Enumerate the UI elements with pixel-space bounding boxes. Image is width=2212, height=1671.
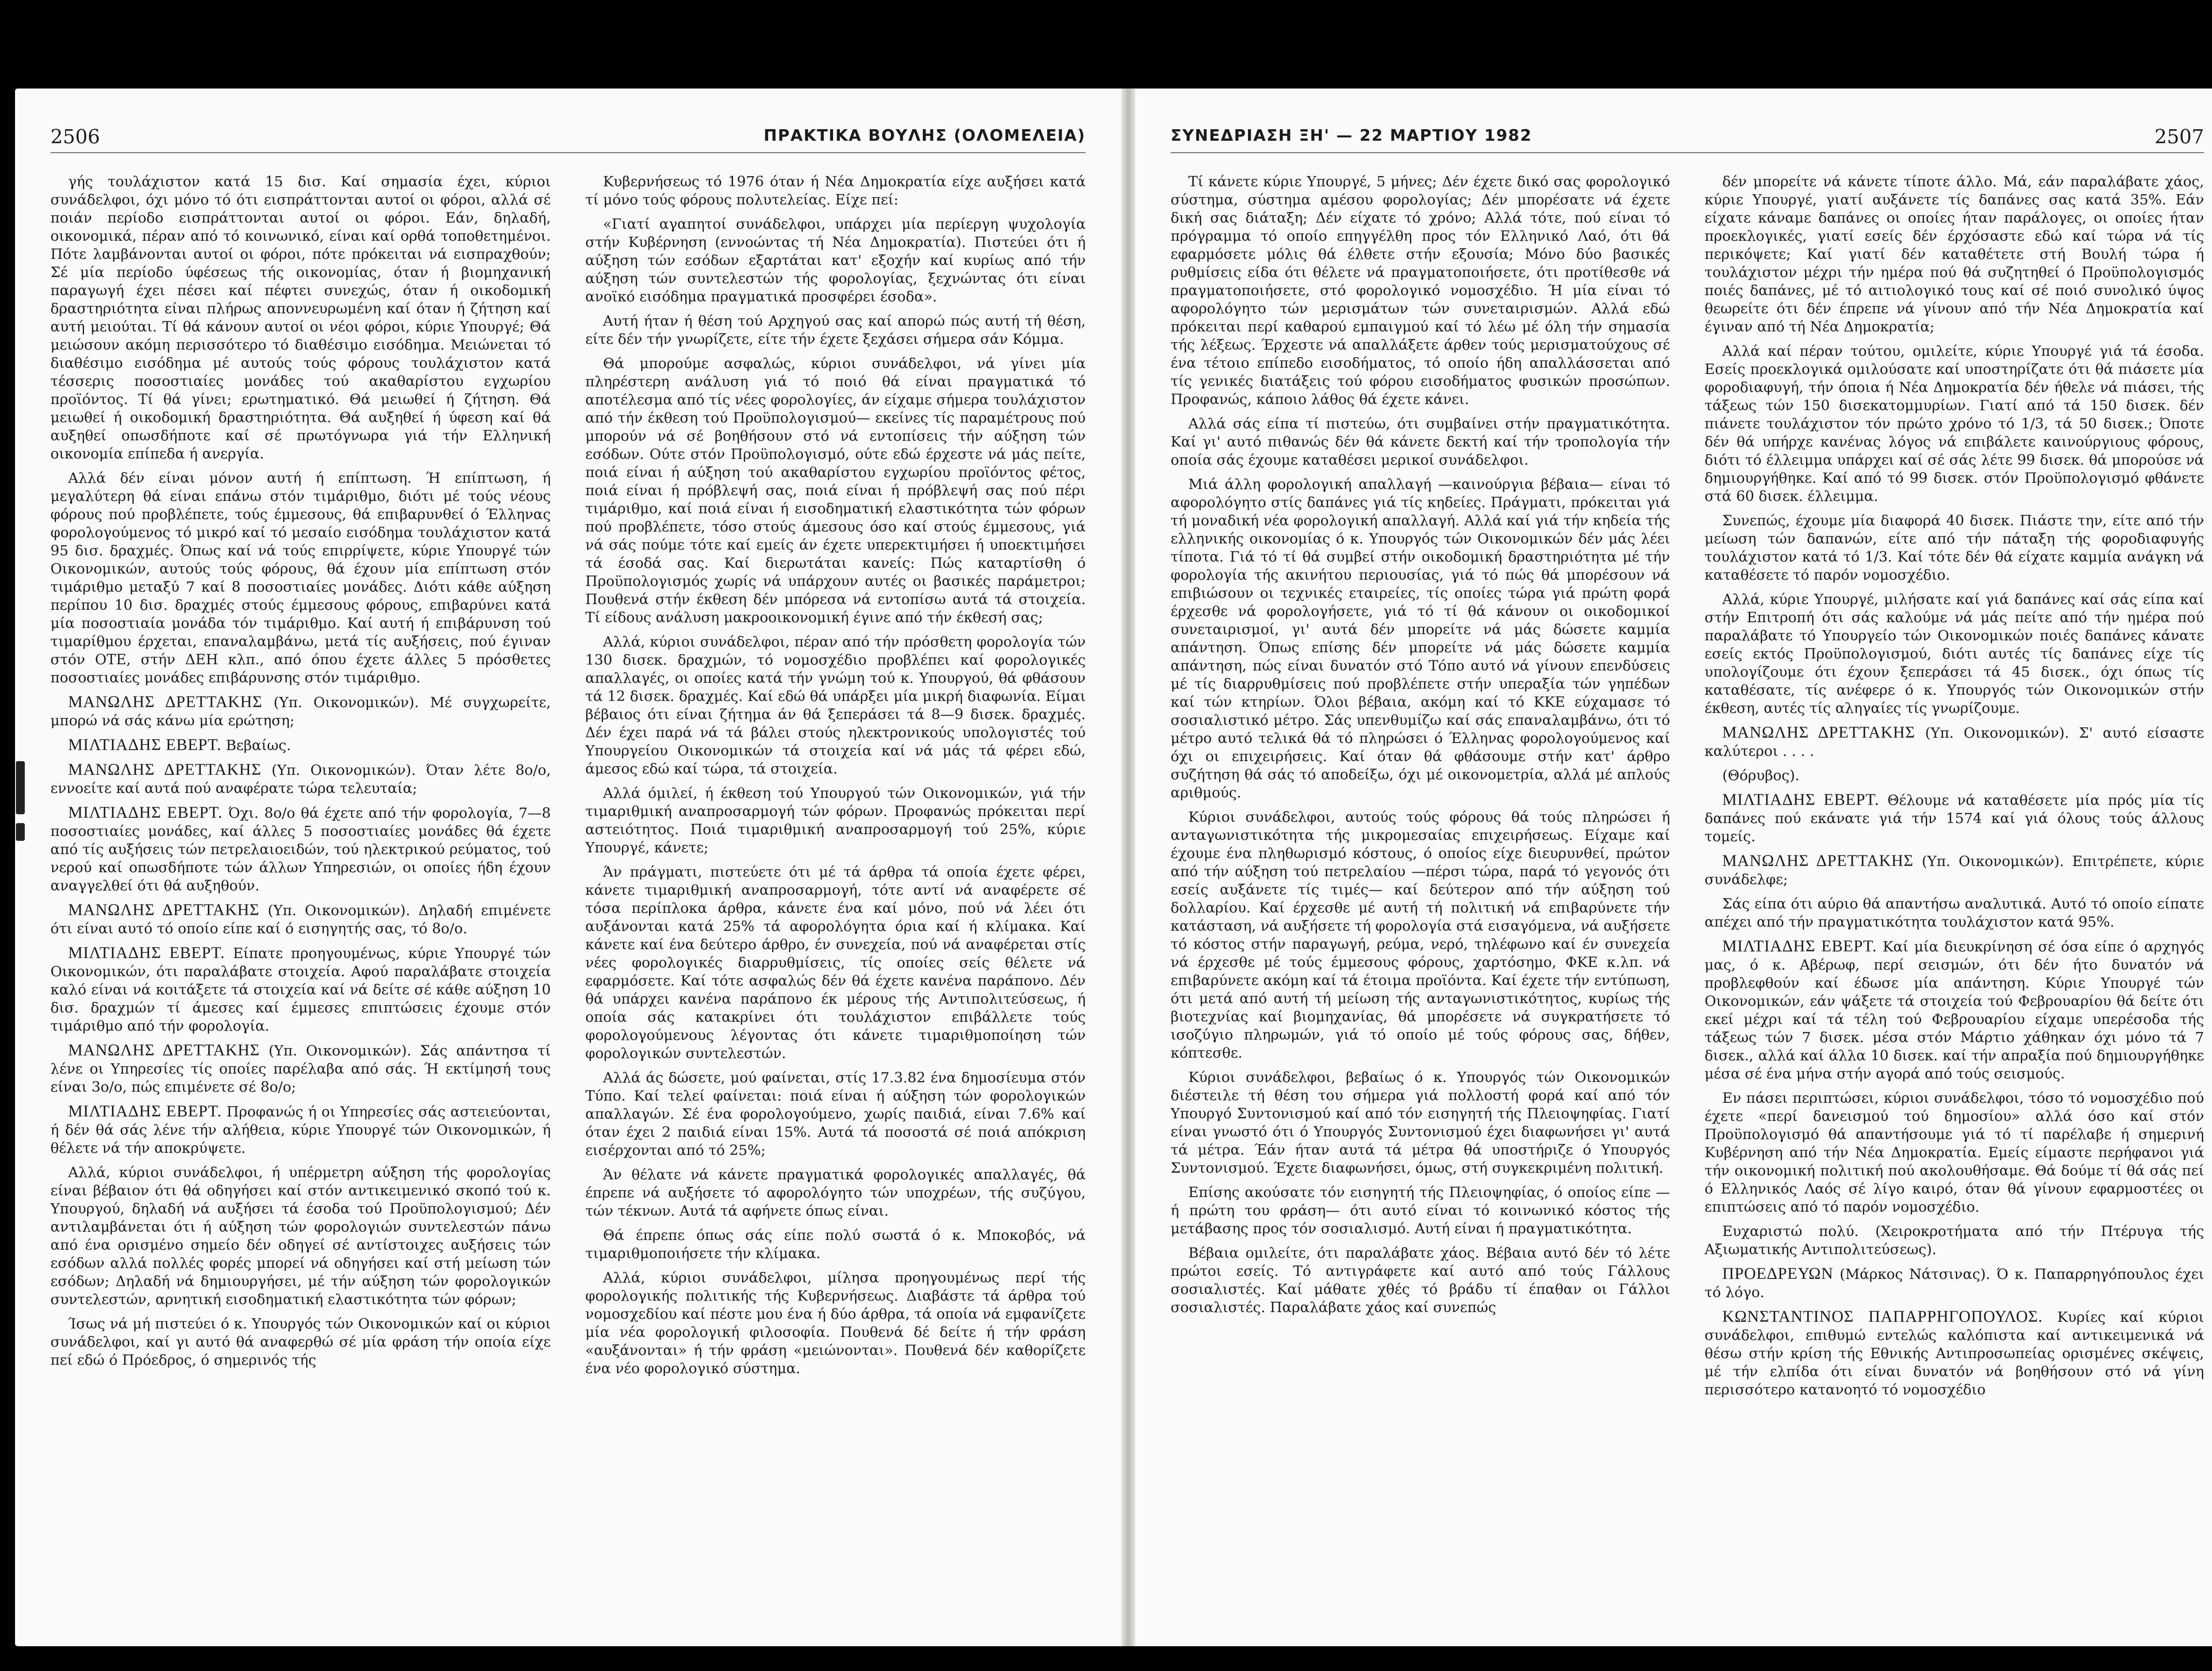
- speaker-name: ΜΑΝΩΛΗΣ ΔΡΕΤΤΑΚΗΣ: [1722, 852, 1914, 870]
- paragraph-text: Θά μπορούμε ασφαλώς, κύριοι συνάδελφοι, νά γίνει μία πληρέστερη ανάλυση γιά τό ποιό θά είναι πραγματικά τό αποτέλεσμα από τίς νέες φορολογίες, άν είχαμε σήμερα τουλάχιστον από τήν έκθεση τού Προϋπολογισμού— εκείνες τίς παραμέτρους πού μπορούν νά σέ βοηθήσουν στό νά εντοπίσεις τήν αύξηση τών εσόδων. Ούτε στόν Προϋπολογισμό, ούτε εδώ έρχεστε νά μάς πείτε, ποιά είναι ή αύξηση τού ακαθαρίστου εγχωρίου προϊόντος φέτος, ποιά είναι ή πρόβλεψή σας, ποιά είναι ή πρόβλεψή σας πού πέρι τιμάριθμο, καί ποιά είναι ή εισοδηματική ελαστικότητα τών φόρων πού προβλέπετε, τόσο στούς άμεσους όσο καί στούς έμμεσους, γιά νά σάς πούμε τότε καί εμείς άν έχετε υπερεκτιμήσει ή υποεκτιμήσει τά έσοδά σας. Καί διερωτάται κανείς: Πώς καταρτίσθη ό Προϋπολογισμός χωρίς νά υπάρχουν αυτές οι βασικές παράμετροι; Πουθενά στήν έκθεση δέν μπόρεσα νά εντοπίσω αυτά τά στοιχεία. Τί είδους ανάλυση μακροοικονομική έγινε από τήν έκθεσή σας;: [585, 355, 1086, 626]
- body-paragraph: [50, 173, 551, 463]
- speech-paragraph: [50, 736, 551, 755]
- paragraph-text: (Υπ. Οικονομικών). Επιτρέπετε, κύριε συνάδελφε;: [1705, 853, 2204, 888]
- paragraph-text: Είπατε προηγουμένως, κύριε Υπουργέ τών Οικονομικών, ότι παραλάβατε στοιχεία. Αφού παραλάβατε στοιχεία καλό είναι νά κοιτάξετε τά στοιχεία καί νά δείτε σέ κάθε αύξηση 10 δισ. δραχμών τί άμεσες καί έμμεσες επιπτώσεις έχουμε στόν τιμάριθμο από τήν φορολογία.: [50, 945, 551, 1034]
- paragraph-text: (Υπ. Οικονομικών). Δηλαδή επιμένετε ότι είναι αυτό τό οποίο είπε καί ό εισηγητής σας, τό 8ο/ο.: [50, 902, 551, 937]
- speaker-name: ΜΑΝΩΛΗΣ ΔΡΕΤΤΑΚΗΣ: [1722, 724, 1916, 742]
- speech-paragraph: [50, 693, 551, 730]
- body-paragraph: [585, 1166, 1086, 1220]
- speaker-name: ΜΑΝΩΛΗΣ ΔΡΕΤΤΑΚΗΣ: [68, 761, 261, 779]
- body-paragraph: [50, 1315, 551, 1369]
- paragraph-text: Κύριοι συνάδελφοι, βεβαίως ό κ. Υπουργός τών Οικονομικών διέστειλε τή θέση του σήμερα γιά πολλοστή φορά καί από τόν Υπουργό Συντονισμού καί από τόν εισηγητή τής Πλειοψηφίας. Γιατί είναι γνωστό ότι ό Υπουργός Συντονισμού έχει διαφωνήσει γι' αυτά τά μέτρα. Έάν ήταν αυτά τά μέτρα θά υποστήριζε ό Υπουργός Συντονισμού. Έχετε διαφωνήσει, όμως, στή συγκεκριμένη πολιτική.: [1171, 1069, 1670, 1176]
- body-paragraph: [1171, 1244, 1670, 1317]
- body-paragraph: [1171, 1068, 1670, 1177]
- right-column-2: [1705, 173, 2204, 1598]
- paragraph-text: (Θόρυβος).: [1722, 767, 1800, 784]
- speaker-name: ΜΙΛΤΙΑΔΗΣ ΕΒΕΡΤ.: [68, 804, 223, 822]
- paragraph-text: Καί μία διευκρίνηση σέ όσα είπε ό αρχηγός μας, ό κ. Αβέρωφ, περί σεισμών, ότι δέν ήτο δυνατόν νά προβλεφθούν καί έδωσε μία απάντηση. Κύριε Υπουργέ τών Οικονομικών, εάν ψάξετε τά στοιχεία τού Φεβρουαρίου θά δείτε ότι εκεί μέχρι καί τά τέλη τού Φεβρουαρίου είχαμε υπερέσοδα τής τάξεως τών 7 δισεκ. μέσα στόν Μάρτιο χάθηκαν όχι μόνο τά 7 δισεκ., αλλά καί άλλα 10 δισεκ. καί τήν απραξία πού δημιουργήθηκε μέσα σέ ένα μήνα στήν αγορά από τούς σεισμούς.: [1705, 938, 2204, 1082]
- body-paragraph: [1171, 808, 1670, 1062]
- body-paragraph: [585, 1269, 1086, 1378]
- speaker-name: ΚΩΝΣΤΑΝΤΙΝΟΣ ΠΑΠΑΡΡΗΓΟΠΟΥΛΟΣ.: [1722, 1308, 2043, 1326]
- left-running-title: ΠΡΑΚΤΙΚΑ ΒΟΥΛΗΣ (ΟΛΟΜΕΛΕΙΑ): [764, 127, 1086, 145]
- body-paragraph: [50, 469, 551, 687]
- body-paragraph: [1171, 1183, 1670, 1238]
- body-paragraph: [1171, 415, 1670, 469]
- speech-paragraph: [50, 944, 551, 1035]
- paragraph-text: Αλλά άς δώσετε, μού φαίνεται, στίς 17.3.82 ένα δημοσίευμα στόν Τύπο. Καί τελεί φαίνεται: ποιά είναι ή αύξηση τών φορολογικών απαλλαγών. Σέ ένα φορολογούμενο, χωρίς παιδιά, είναι 7.6% καί όταν έχει 2 παιδιά είναι 15%. Αυτά τά ποσοστά σέ ποιά απόκριση εισέρχονται από τό 25%;: [585, 1069, 1086, 1159]
- right-page: [1135, 89, 2212, 1646]
- left-page: [15, 89, 1121, 1646]
- body-paragraph: [1705, 895, 2204, 931]
- speech-paragraph: [1705, 724, 2204, 760]
- left-page-number: 2506: [50, 126, 100, 148]
- paragraph-text: (Μάρκος Νάτσινας). Ό κ. Παπαρρηγόπουλος έχει τό λόγο.: [1705, 1266, 2204, 1301]
- paragraph-text: Κυβερνήσεως τό 1976 όταν ή Νέα Δημοκρατία είχε αυξήσει κατά τί μόνο τούς φόρους πολυτελείας. Είχε πεί:: [585, 173, 1086, 208]
- paragraph-text: (Υπ. Οικονομικών). Όταν λέτε 8ο/ο, εννοείτε καί αυτά πού αναφέρατε τώρα τελευταία;: [50, 762, 551, 797]
- speaker-name: ΜΑΝΩΛΗΣ ΔΡΕΤΤΑΚΗΣ: [68, 693, 263, 711]
- speaker-name: ΜΙΛΤΙΑΔΗΣ ΕΒΕΡΤ.: [68, 944, 225, 962]
- body-paragraph: [585, 633, 1086, 778]
- speech-paragraph: [50, 901, 551, 938]
- paragraph-text: (Υπ. Οικονομικών). Σ' αυτό είσαστε καλύτεροι . . . .: [1705, 724, 2204, 759]
- paragraph-text: Βέβαια ομιλείτε, ότι παραλάβατε χάος. Βέβαια αυτό δέν τό λέτε πρώτοι εσείς. Τό αντιγράφετε καί αυτό από τούς Γάλλους σοσιαλιστές. Καί μάθατε χθές τό βράδυ τί έπαθαν οι Γάλλοι σοσιαλιστές. Παραλάβατε χάος καί συνεπώς: [1171, 1244, 1670, 1316]
- paragraph-text: Κυρίες καί κύριοι συνάδελφοι, επιθυμώ εντελώς καλόπιστα καί αντικειμενικά νά θέσω στήν κρίση τής Εθνικής Αντιπροσωπείας ορισμένες σκέψεις, μέ τήν ελπίδα ότι είναι δυνατόν νά βοηθήσουν στό νά γίνη περισσότερο κατανοητό τό νομοσχέδιο: [1705, 1309, 2204, 1398]
- body-paragraph: [1705, 1089, 2204, 1216]
- speech-paragraph: [1705, 1265, 2204, 1301]
- body-paragraph: [585, 215, 1086, 306]
- right-running-title: ΣΥΝΕΔΡΙΑΣΗ ΞΗ' — 22 ΜΑΡΤΙΟΥ 1982: [1171, 127, 1532, 145]
- paragraph-text: Ίσως νά μή πιστεύει ό κ. Υπουργός τών Οικονομικών καί οι κύριοι συνάδελφοι, καί γι αυτό θά αναφερθώ σέ μία φράση τήν οποία είχε πεί εδώ ό Πρόεδρος, ό σημερινός τής: [50, 1315, 551, 1368]
- speaker-name: ΜΑΝΩΛΗΣ ΔΡΕΤΤΑΚΗΣ: [68, 901, 260, 919]
- body-paragraph: [1705, 512, 2204, 584]
- speaker-name: ΜΙΛΤΙΑΔΗΣ ΕΒΕΡΤ.: [68, 1102, 222, 1120]
- paragraph-text: Τί κάνετε κύριε Υπουργέ, 5 μήνες; Δέν έχετε δικό σας φορολογικό σύστημα, σύστημα αμέσου φορολογίας; Δέν μπορέσατε νά έχετε δική σας διάταξη; Δέν είχατε τό χρόνο; Αλλά τότε, πού είναι τό πρόγραμμα τό οποίο επηγγέλθη προς τόν Ελληνικό Λαό, ότι θά εφαρμόσετε μόλις θά έλθετε στήν εξουσία; Μόνο δύο βασικές ρυθμίσεις είδα ότι θέλετε νά πραγματοποιήσετε, ότι προτίθεσθε νά πραγματοποιήσετε, στό φορολογικό νομοσχέδιο. Ή μία είναι τό αφορολόγητο τών μερισμάτων τών συνεταιρισμών. Αλλά εδώ πρόκειται περί καθαρού εμπαιγμού καί τό λέω μέ όλη τήν σημασία τής λέξεως. Έρχεστε νά απαλλάξετε άρθεν τούς μερισματούχους σέ ένα τέτοιο επίπεδο εισοδήματος, τό οποίο ήδη απαλλάσσεται από τίς γενικές διατάξεις τού φόρου εισοδήματος φυσικών προσώπων. Προφανώς, κάποιο λάθος θά έχετε κάνει.: [1171, 173, 1670, 408]
- paragraph-text: Αλλά δέν είναι μόνον αυτή ή επίπτωση. Ή επίπτωση, ή μεγαλύτερη θά είναι επάνω στόν τιμάριθμο, διότι μέ τούς νέους φόρους πού προβλέπετε, τούς έμμεσους, θά επιβαρυνθεί ό Έλληνας φορολογούμενος τό μικρό καί τό μεσαίο εισόδημα τουλάχιστον κατά 95 δισ. δραχμές. Όπως καί νά τούς επιρρίψετε, κύριε Υπουργέ τών Οικονομικών, αυτούς τούς φόρους, θά έχουν μία επίπτωση στόν τιμάριθμο μεταξύ 7 καί 8 ποσοστιαίες μονάδες. Διότι κάθε αύξηση περίπου 10 δισ. δραχμές στούς έμμεσους φόρους, επιβαρύνει κατά μία ποσοστιαία μονάδα τόν τιμάριθμο. Καί αυτή ή επιβάρυνση τού τιμαρίθμου έρχεται, επαναλαμβάνω, μετά τίς αυξήσεις, πού έγιναν στόν ΟΤΕ, στήν ΔΕΗ κλπ., από όπου έχετε άλλες 5 πρόσθετες ποσοστιαίες μονάδες επιβάρυνσης στόν τιμάριθμο.: [50, 470, 551, 686]
- left-running-head: [50, 126, 1086, 153]
- speech-paragraph: [50, 1041, 551, 1096]
- speaker-name: ΜΑΝΩΛΗΣ ΔΡΕΤΤΑΚΗΣ: [68, 1041, 260, 1059]
- right-columns: [1171, 173, 2204, 1598]
- paragraph-text: Κύριοι συνάδελφοι, αυτούς τούς φόρους θά τούς πληρώσει ή ανταγωνιστικότητα τής μικρομεσαίας επιχειρήσεως. Είχαμε καί έχουμε ένα πληθωρισμό κόστους, ό οποίος είχε διευρυνθεί, πρώτον από τήν αύξηση τού πετρελαίου —πέρσι τώρα, παρά τό γεγονός ότι εσείς αυξάνετε τίς τιμές— καί δεύτερον από τήν αύξηση τού δολλαρίου. Καί έρχεσθε μέ αυτή τή πολιτική νά επιβαρύνετε τήν κατάσταση, νά αυξήσετε τή φορολογία στά εισαγόμενα, νά αυξήσετε τό κόστος στήν παραγωγή, ρεύμα, νερό, τηλέφωνο καί έν συνεχεία νά έρχεσθε μέ τούς έμμεσους φόρους, χαρτόσημο, ΦΚΕ κ.λπ. νά επιβαρύνετε ακόμη καί τά έτοιμα προϊόντα. Καί έχετε τήν εντύπωση, ότι μετά από αυτή τή μείωση τής ανταγωνιστικότητος, κυρίως τής βιοτεχνίας καί βιομηχανίας, θά μπορέσετε νά συγκρατήσετε τό ισοζύγιο πληρωμών, γιά τό οποίο μέ τούς φόρους σας, δήθεν, κόπτεσθε.: [1171, 809, 1670, 1061]
- paragraph-text: Ευχαριστώ πολύ. (Χειροκροτήματα από τήν Πτέρυγα τής Αξιωματικής Αντιπολιτεύσεως).: [1705, 1223, 2204, 1258]
- speaker-name: ΜΙΛΤΙΑΔΗΣ ΕΒΕΡΤ.: [68, 736, 222, 754]
- paragraph-text: Αλλά, κύριε Υπουργέ, μιλήσατε καί γιά δαπάνες καί σάς είπα καί στήν Επιτροπή ότι σάς καλούμε νά μάς πείτε από τήν ημέρα πού παραλάβατε τό Υπουργείο τών Οικονομικών ποιές δαπάνες κάνατε εσείς εκτός Προϋπολογισμού, διότι αυτές τίς δαπάνες είχε τίς υπολογίζουμε ότι έχουν ξεπεράσει τά 45 δισεκ., όχι όπως τίς καταθέσατε, τίς ανέφερε ό κ. Υπουργός τών Οικονομικών στήν έκθεση, αυτές τίς αληγαίες τίς γνωρίζουμε.: [1705, 591, 2204, 716]
- speech-paragraph: [1705, 852, 2204, 889]
- speech-paragraph: [50, 761, 551, 797]
- body-paragraph: [1705, 766, 2204, 785]
- paragraph-text: Αλλά σάς είπα τί πιστεύω, ότι συμβαίνει στήν πραγματικότητα. Καί γι' αυτό πιθανώς δέν θά κάνετε δεκτή καί τήν τροπολογία τήν οποία σάς έχουμε καταθέσει μερικοί συνάδελφοι.: [1171, 415, 1670, 468]
- paragraph-text: Θέλουμε νά καταθέσετε μία πρός μία τίς δαπάνες πού εκάνατε γιά τήν 1574 καί γιά όλους τούς άλλους τομείς.: [1705, 792, 2204, 845]
- paragraph-text: Εν πάσει περιπτώσει, κύριοι συνάδελφοι, τόσο τό νομοσχέδιο πού έχετε «περί δανεισμού τού δημοσίου» αλλά όσο καί στόν Προϋπολογισμό θά απαντήσουμε γιά τό τί παρέλαβε ή σημερινή Κυβέρνηση από τήν Νέα Δημοκρατία. Εμείς είμαστε περήφανοι γιά τήν οικονομική πολιτική πού ακολουθήσαμε. Θά δούμε τί θά σάς πεί ό Ελληνικός Λαός σέ λίγο καιρό, όταν θά γίνουν εφαρμοστέες οι επιπτώσεις από τό παρόν νομοσχέδιο.: [1705, 1090, 2204, 1215]
- binding-marks: [15, 761, 26, 841]
- left-column-2: [585, 173, 1086, 1598]
- paragraph-text: Άν πράγματι, πιστεύετε ότι μέ τά άρθρα τά οποία έχετε φέρει, κάνετε τιμαριθμική αναπροσαρμογή, τότε αντί νά αναφέρετε σέ τόσα περίπλοκα άρθρα, κάνετε ένα καί μόνο, πού νά λέει ότι αυξάνονται κατά 25% τά αφορολόγητα όρια καί ή κλίμακα. Καί κάνετε καί ένα δεύτερο άρθρο, έν συνεχεία, πού νά αναφέρεται στίς νέες φορολογικές διαρρυθμίσεις, τίς οποίες σείς θέλετε νά εφαρμόσετε. Καί τότε ασφαλώς δέν θά έχετε κανένα παράπονο. Δέν θά υπάρχει κανένα παράπονο έκ μέρους τής Αντιπολιτεύσεως, ή οποία σάς κατακρίνει ότι τουλάχιστον επιβάλλετε τούς φορολογούμενους λέγοντας ότι κάνετε τιμαριθμοποίηση τών φορολογικών συντελεστών.: [585, 863, 1086, 1062]
- paragraph-text: «Γιατί αγαπητοί συνάδελφοι, υπάρχει μία περίεργη ψυχολογία στήν Κυβέρνηση (εννοώντας τή Νέα Δημοκρατία). Πιστεύει ότι ή αύξηση τών εσόδων εξαρτάται κατ' εξοχήν καί κυρίως από τήν αύξηση τών συντελεστών τής φορολογίας, ξεχνώντας ότι είναι ανοϊκό εισόδημα πραγματικά προσφέρει έσοδα».: [585, 216, 1086, 305]
- paragraph-text: Αλλά, κύριοι συνάδελφοι, πέραν από τήν πρόσθετη φορολογία τών 130 δισεκ. δραχμών, τό νομοσχέδιο προβλέπει καί φορολογικές απαλλαγές, οι οποίες κατά τήν γνώμη τού κ. Υπουργού, θά φθάσουν τά 12 δισεκ. δραχμές. Καί εδώ θά υπάρξει μία μικρή διαφωνία. Είμαι βέβαιος ότι είναι ζήτημα άν θά ξεπεράσει τά 8—9 δισεκ. δραχμές. Δέν έχει παρά νά τά βάλει στούς ηλεκτρονικούς υπολογιστές τού Υπουργείου Οικονομικών τά στοιχεία καί νά μάς τά φέρει εδώ, άμεσος εδώ καί τώρα, τά στοιχεία.: [585, 633, 1086, 777]
- right-column-1: [1171, 173, 1670, 1598]
- speech-paragraph: [1705, 1308, 2204, 1399]
- body-paragraph: [585, 1226, 1086, 1263]
- book-gutter: [1121, 89, 1135, 1646]
- speech-paragraph: [1705, 791, 2204, 846]
- paragraph-text: Αλλά, κύριοι συνάδελφοι, μίλησα προηγουμένως περί τής φορολογικής πολιτικής τής Κυβερνήσεως. Διαβάστε τά άρθρα τού νομοσχεδίου καί πέστε μου ένα ή δύο άρθρα, τά οποία νά εμφανίζετε μία νέα φορολογική φιλοσοφία. Πουθενά δέ δείτε ή τήν φράση «αυξάνονται» ή τήν φράση «μειώνονται». Πουθενά δέν καθορίζετε ένα νέο φορολογικό σύστημα.: [585, 1269, 1086, 1377]
- speech-paragraph: [1705, 937, 2204, 1083]
- paragraph-text: Θά έπρεπε όπως σάς είπε πολύ σωστά ό κ. Μποκοβός, νά τιμαριθμοποιήσετε τήν κλίμακα.: [585, 1227, 1086, 1262]
- body-paragraph: [1171, 173, 1670, 408]
- paragraph-text: Επίσης ακούσατε τόν εισηγητή τής Πλειοψηφίας, ό οποίος είπε —ή πρώτη του φράση— ότι αυτό είναι τό κοινωνικό κόστος τής μετάβασης προς τόν σοσιαλισμό. Αυτή είναι ή πραγματικότητα.: [1171, 1184, 1670, 1237]
- left-column-1: [50, 173, 551, 1598]
- paragraph-text: Άν θέλατε νά κάνετε πραγματικά φορολογικές απαλλαγές, θά έπρεπε νά αυξήσετε τό αφορολόγητο τών υποχρέων, τής συζύγου, τών τέκνων. Αυτά τά αφήνετε όπως είναι.: [585, 1166, 1086, 1219]
- paragraph-text: Βεβαίως.: [226, 737, 291, 754]
- body-paragraph: [1171, 475, 1670, 802]
- paragraph-text: Αλλά καί πέραν τούτου, ομιλείτε, κύριε Υπουργέ γιά τά έσοδα. Εσείς προεκλογικά ομιλούσατε καί υποστηρίζατε ότι θά πιάσετε μία φοροδιαφυγή, τήν όποια ή Νέα Δημοκρατία δέν ήθελε νά πιάσει, τής τάξεως τών 150 δισεκατομμυρίων. Γιατί από τά 150 δισεκ. δέν πιάνετε τουλάχιστον τόν πρώτο χρόνο τό 1/3, τά 50 δισεκ.; Όποτε δέν θά υπήρχε κανένας λόγος νά επιβάλετε καινούργιους φόρους, διότι τό έλλειμμα υπάρχει καί σέ σάς λέτε 99 δισεκ. θά μπορούσε νά δημιουργήθηκε. Καί από τό 99 δισεκ. στόν Προϋπολογισμό φθάνετε στά 60 δισεκ. έλλειμμα.: [1705, 343, 2204, 504]
- body-paragraph: [1705, 342, 2204, 505]
- body-paragraph: [585, 784, 1086, 857]
- speaker-name: ΠΡΟΕΔΡΕΥΩΝ: [1722, 1265, 1834, 1283]
- speech-paragraph: [50, 804, 551, 895]
- body-paragraph: [585, 173, 1086, 209]
- speaker-name: ΜΙΛΤΙΑΔΗΣ ΕΒΕΡΤ.: [1722, 791, 1879, 809]
- paragraph-text: Συνεπώς, έχουμε μία διαφορά 40 δισεκ. Πιάστε την, είτε από τήν μείωση τών δαπανών, είτε από τήν πάταξη τής φοροδιαφυγής τουλάχιστον κατά τό 1/3. Καί τότε δέν θά είχατε καμμία ανάγκη νά καταθέσετε τό παρόν νομοσχέδιο.: [1705, 512, 2204, 583]
- paragraph-text: Όχι. 8ο/ο θά έχετε από τήν φορολογία, 7—8 ποσοστιαίες μονάδες, καί άλλες 5 ποσοστιαίες μονάδες θά έχετε από τίς αυξήσεις τών πετρελαιοειδών, τού ηλεκτρικού ρεύματος, τού νερού καί οπωσδήποτε τών άλλων Υπηρεσιών, οι οποίες ήδη έχουν αναγγελθεί ότι θά αυξηθούν.: [50, 805, 551, 894]
- body-paragraph: [1705, 590, 2204, 717]
- paragraph-text: Αυτή ήταν ή θέση τού Αρχηγού σας καί απορώ πώς αυτή τή θέση, είτε δέν τήν γνωρίζετε, είτε τήν έχετε ξεχάσει σήμερα σάν Κόμμα.: [585, 312, 1086, 347]
- paragraph-text: Αλλά όμιλεί, ή έκθεση τού Υπουργού τών Οικονομικών, γιά τήν τιμαριθμική αναπροσαρμογή τών φόρων. Προφανώς πρόκειται περί αστειότητος. Ποιά τιμαριθμική αναπροσαρμογή τού 25%, κύριε Υπουργέ, κάνετε;: [585, 785, 1086, 856]
- paragraph-text: δέν μπορείτε νά κάνετε τίποτε άλλο. Μά, εάν παραλάβατε χάος, κύριε Υπουργέ, γιατί αυξάνετε τίς δαπάνες σας κατά 35%. Εάν είχατε κάναμε δαπάνες οι οποίες ήταν παράλογες, οι οποίες ήταν προεκλογικές, γιατί εσείς δέν έρχόσαστε εδώ καί τώρα νά τίς περικόψετε; Καί γιατί δέν καταθέτετε στή Βουλή τώρα ή τουλάχιστον μέχρι τήν ημέρα πού θά συζητηθεί ό Προϋπολογισμός ποιές δαπάνες, μέ τό αιτιολογικό τους καί σέ ποιό συνολικό ύψος θεωρείτε ότι δέν έπρεπε νά γίνουν από τήν Νέα Δημοκρατία καί έγιναν από τή Νέα Δημοκρατία;: [1705, 173, 2204, 335]
- body-paragraph: [1705, 1222, 2204, 1259]
- paragraph-text: Προφανώς ή οι Υπηρεσίες σάς αστειεύονται, ή δέν θά σάς λένε τήν αλήθεια, κύριε Υπουργέ τών Οικονομικών, ή θέλετε νά τήν αποκρύψετε.: [50, 1103, 551, 1156]
- paragraph-text: (Υπ. Οικονομικών). Μέ συγχωρείτε, μπορώ νά σάς κάνω μία ερώτηση;: [50, 694, 551, 729]
- body-paragraph: [585, 863, 1086, 1063]
- paragraph-text: γής τουλάχιστον κατά 15 δισ. Καί σημασία έχει, κύριοι συνάδελφοι, όχι μόνο τό ότι εισπράττονται αυτοί οι φόροι, αλλά σέ ποιάν περίοδο εισπράττονται αυτοί οι φόροι. Εάν, δηλαδή, οικονομικά, πέραν από τό κοινωνικό, είναι καί ορθά τοποθετημένοι. Πότε λαμβάνονται αυτοί οι φόροι, πότε πρόκειται νά εισπραχθούν; Σέ μία περίοδο ύφέσεως τής οικονομίας, όταν ή βιομηχανική παραγωγή έχει πέσει καί πέφτει συνεχώς, όταν ή οικοδομική δραστηριότητα είναι πλήρως αποννευρωμένη καί όταν ή ζήτηση καί αυτή μειούται. Τί θά κάνουν αυτοί οι νέοι φόροι, κύριε Υπουργέ; Θά μειώσουν ακόμη περισσότερο τό διαθέσιμο εισόδημα. Μειώνεται τό διαθέσιμο εισόδημα μέ αυτούς τούς φόρους τουλάχιστον κατά τέσσερις ποσοστιαίες μονάδες τού ακαθαρίστου εγχωρίου προϊόντος. Τί θά γίνει; ερωτηματικό. Θά μειωθεί ή ζήτηση. Θά μειωθεί ή οικοδομική δραστηριότητα. Θά αυξηθεί ή ύφεση καί θά αυξηθεί οπωσδήποτε καί σέ πρωτόγνωρα γιά τήν Ελληνική οικονομία επίπεδα ή ανεργία.: [50, 173, 551, 462]
- paragraph-text: Σάς είπα ότι αύριο θά απαντήσω αναλυτικά. Αυτό τό οποίο είπατε απέχει από τήν πραγματικότητα τουλάχιστον κατά 95%.: [1705, 895, 2204, 930]
- body-paragraph: [585, 1069, 1086, 1159]
- paragraph-text: Αλλά, κύριοι συνάδελφοι, ή υπέρμετρη αύξηση τής φορολογίας είναι βέβαιον ότι θά οδηγήσει καί στόν αντικειμενικό σκοπό τού κ. Υπουργού, δηλαδή νά αυξήσει τά έσοδα τού Προϋπολογισμού; Δέν αντιλαμβάνεται ότι ή αύξηση τών φορολογιών συντελεστών πάνω από ένα ορισμένο σημείο δέν οδηγεί σέ αντίστοιχες αυξήσεις τών εσόδων αλλά πολλές φορές μπορεί νά οδηγήσει καί στή μείωση τών εσόδων; Δηλαδή νά δημιουργήσει, μέ τήν αύξηση τών φορολογικών συντελεστών, αρνητική εισοδηματική ελαστικότητα τών φόρων;: [50, 1164, 551, 1308]
- paragraph-text: (Υπ. Οικονομικών). Σάς απάντησα τί λένε οι Υπηρεσίες τίς οποίες παρέλαβα από σάς. Ή εκτίμησή τους είναι 3ο/ο, πώς επιμένετε σέ 8ο/ο;: [50, 1042, 551, 1095]
- body-paragraph: [585, 354, 1086, 627]
- paragraph-text: Μιά άλλη φορολογική απαλλαγή —καινούργια βέβαια— είναι τό αφορολόγητο στίς δαπάνες γιά τίς κηδείες. Πράγματι, πρόκειται γιά τή μοναδική νέα φορολογική απαλλαγή. Αλλά καί γιά τήν κηδεία τής ελληνικής οικονομίας ό κ. Υπουργός τών Οικονομικών δέν μάς λέει τίποτα. Γιά τό τί θά συμβεί στήν οικοδομική δραστηριότητα μέ τήν φορολογία τής ακινήτου περιουσίας, γιά τό πώς θά μπορέσουν νά επιβιώσουν οι τεχνικές εταιρείες, τίς οποίες τώρα γιά πρώτη φορά έρχεσθε νά φορολογήσετε, γιά τό τί θά κάνουν οι οικοδομικοί συνεταιρισμοί, γι' αυτά δέν μπορείτε νά μάς δώσετε καμμία απάντηση. Όπως επίσης δέν μπορείτε νά μάς δώσετε καμμία απάντηση, πώς είναι δυνατόν στό Τόπο αυτό νά γίνουν επενδύσεις μέ τίς διαρρυθμίσεις πού προβλέπετε στήν υπεραξία τών γηπέδων καί τών κτηρίων. Όλοι βέβαια, ακόμη καί τό ΚΚΕ εύχαμασε τό σοσιαλιστικό μέτρο. Σάς υπενθυμίζω καί σάς επαναλαμβάνω, ότι τό μέτρο αυτό τελικά θά τό πληρώσει ό Έλληνας φορολογούμενος καί όχι οι επιχειρήσεις. Καί όταν θά φθάσουμε στήν κατ' άρθρο συζήτηση θά σάς τό αποδείξω, όχι μέ οικονομετρία, αλλά μέ απλούς αριθμούς.: [1171, 476, 1670, 801]
- body-paragraph: [50, 1163, 551, 1309]
- right-page-number: 2507: [2154, 126, 2204, 148]
- speech-paragraph: [50, 1102, 551, 1157]
- right-running-head: [1171, 126, 2204, 153]
- body-paragraph: [1705, 173, 2204, 336]
- speaker-name: ΜΙΛΤΙΑΔΗΣ ΕΒΕΡΤ.: [1722, 937, 1877, 955]
- body-paragraph: [585, 312, 1086, 348]
- left-columns: [50, 173, 1086, 1598]
